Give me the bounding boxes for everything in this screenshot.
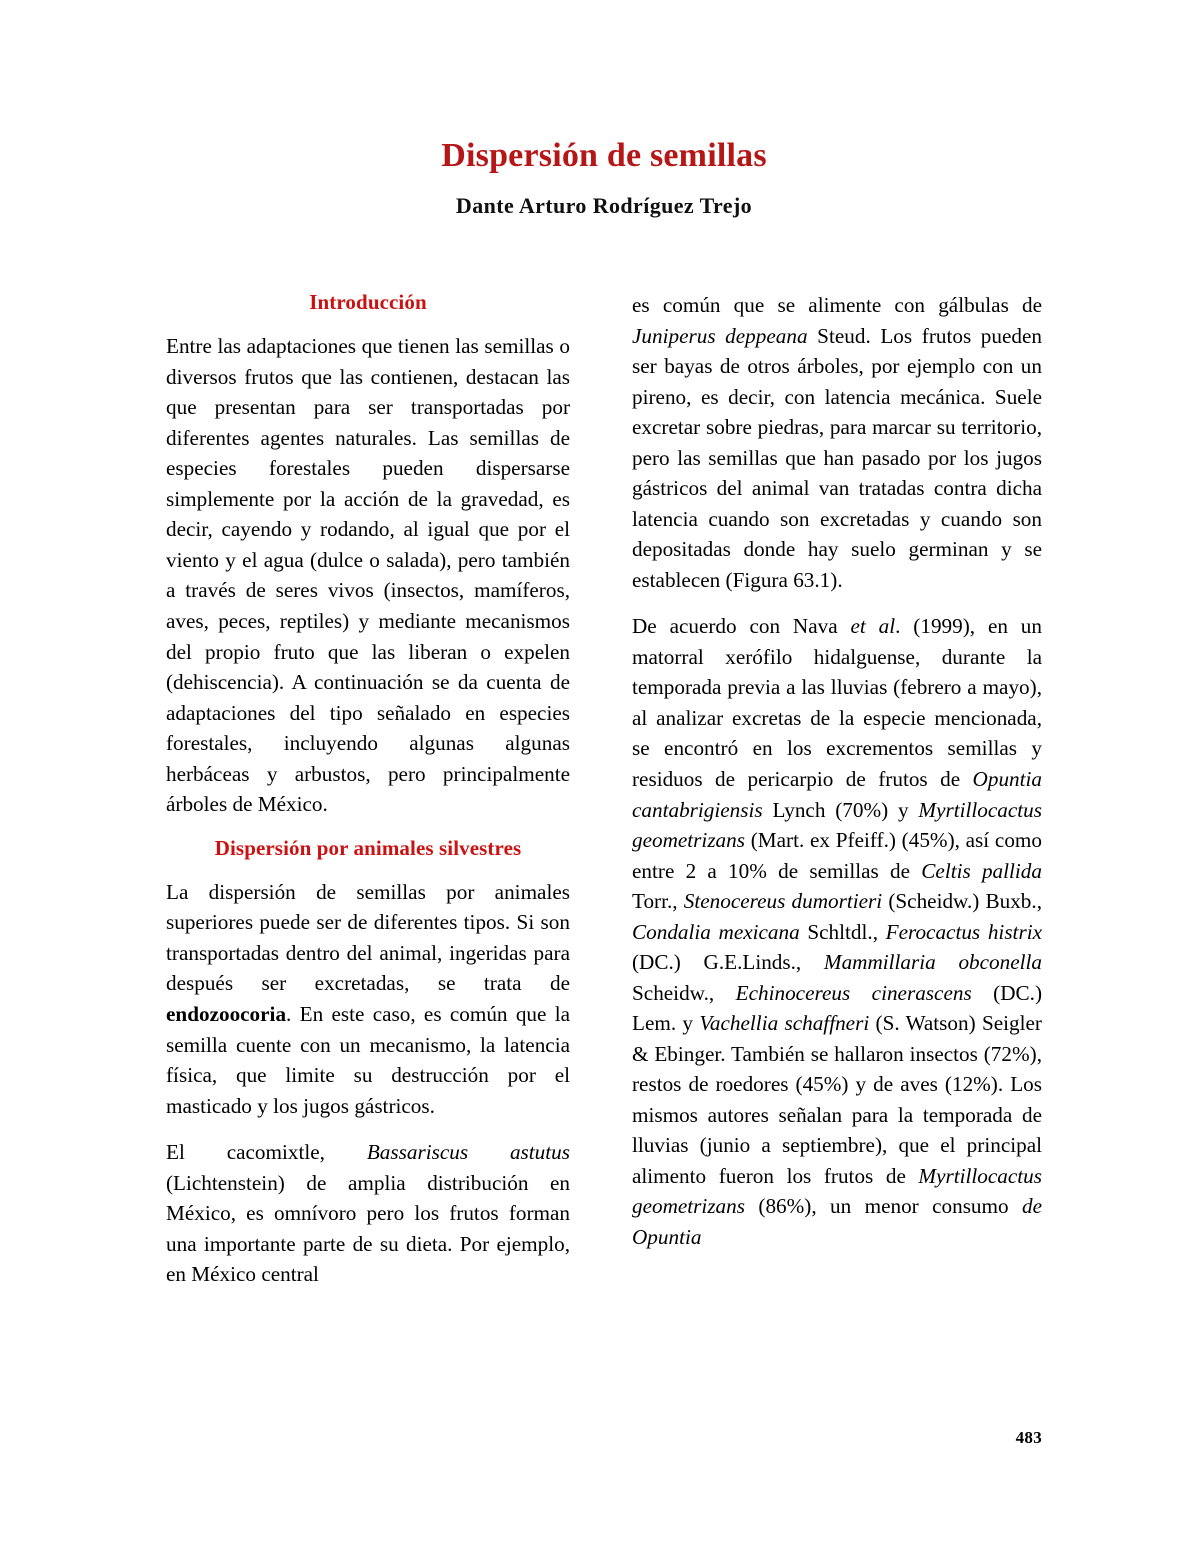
paragraph-text-part: (Mart. ex Pfeiff.) (45%), así como entre 2 a 10% de semillas de: [632, 828, 1042, 883]
paragraph-endozoocoria: [166, 877, 570, 1121]
species-name-ferocactus-histrix: Ferocactus histrix: [885, 919, 1042, 944]
species-name-mammillaria-obconella: Mammillaria obconella: [823, 950, 1042, 975]
species-name-myrtillocactus-geometrizans-2: Myrtillocactus geometrizans: [632, 1163, 1042, 1219]
paragraph-introduccion: [166, 331, 570, 820]
citation-et-al: et al: [850, 614, 896, 639]
paragraph-text-part: . En este caso, es común que la semilla cuente con un mecanismo, la latencia física, que limite su destrucción por el masticado y los jugos gástricos.: [166, 1002, 570, 1118]
paragraph-text-part: (86%), un menor consumo: [745, 1194, 1022, 1219]
species-name-stenocereus-dumortieri: Stenocereus dumortieri: [683, 889, 883, 914]
paragraph-text-part: (DC.) G.E.Linds.,: [632, 950, 824, 975]
title-block: [166, 136, 1042, 219]
paragraph-text-part: Schltdl.,: [799, 919, 886, 944]
paragraph-text-part: (S. Watson) Seigler & Ebinger. También se hallaron insectos (72%), restos de roedores (45%) y de aves (12%). Los mismos autores señalan para la temporada de lluvias (junio a septiembre), que el principal alimento fueron los frutos de: [632, 1011, 1042, 1188]
column-left: [166, 290, 570, 1410]
paragraph-text-part: El cacomixtle,: [166, 1140, 367, 1165]
paragraph-text-part: . (1999), en un matorral xerófilo hidalguense, durante la temporada previa a las lluvias (febrero a mayo), al analizar excretas de la especie mencionada, se encontró en los excrementos semillas y residuos de pericarpio de frutos de: [632, 614, 1042, 791]
paragraph-text-part: Lynch (70%) y: [762, 797, 919, 822]
paragraph-text-part: es común que se alimente con gálbulas de: [632, 293, 1042, 317]
species-name-juniperus-deppeana: Juniperus deppeana: [632, 323, 808, 348]
species-name-bassariscus-astutus: Bassariscus astutus: [366, 1140, 570, 1165]
paragraph-text-part: De acuerdo con Nava: [632, 614, 851, 639]
paragraph-text-part: Torr.,: [632, 889, 684, 914]
species-name-myrtillocactus-geometrizans: Myrtillocactus geometrizans: [632, 797, 1042, 853]
paragraph-text-part: (Lichtenstein) de amplia distribución en México, es omnívoro pero los frutos forman una importante parte de su dieta. Por ejemplo, en México central: [166, 1170, 570, 1287]
term-endozoocoria: endozoocoria: [166, 1002, 287, 1026]
column-right: [632, 290, 1042, 1410]
paragraph-text-part: La dispersión de semillas por animales superiores puede ser de diferentes tipos. Si son transportadas dentro del animal, ingeridas para después ser excretadas, se trata de: [166, 879, 570, 996]
paragraph-text: Entre las adaptaciones que tienen las semillas o diversos frutos que las contienen, destacan las que presentan para ser transportadas por diferentes agentes naturales. Las semillas de especies forestales pueden dispersarse simplemente por la acción de la gravedad, es decir, cayendo y rodando, al igual que por el viento y el agua (dulce o salada), pero también a través de seres vivos (insectos, mamíferos, aves, peces, reptiles) y mediante mecanismos del propio fruto que las liberan o expelen (dehiscencia). A continuación se da cuenta de adaptaciones del tipo señalado en especies forestales, incluyendo algunas algunas herbáceas y arbustos, pero principalmente árboles de México.: [166, 334, 570, 817]
species-name-opuntia: de Opuntia: [632, 1194, 1042, 1249]
paragraph-text-part: Scheidw.,: [632, 980, 736, 1005]
paragraph-juniperus: [632, 290, 1042, 595]
paragraph-cacomixtle: [166, 1137, 570, 1290]
section-heading-dispersion-animales: Dispersión por animales silvestres: [214, 835, 522, 860]
species-name-opuntia-cantabrigiensis: Opuntia cantabrigiensis: [632, 766, 1042, 822]
species-name-celtis-pallida: Celtis pallida: [921, 858, 1042, 883]
paragraph-text-part: Steud. Los frutos pueden ser bayas de otros árboles, por ejemplo con un pireno, es decir, con latencia mecánica. Suele excretar sobre piedras, para marcar su territorio, pero las semillas que han pasado por los jugos gástricos del animal van tratadas contra dicha latencia cuando son excretadas y cuando son depositadas donde hay suelo germinan y se establecen (Figura 63.1).: [632, 323, 1042, 592]
species-name-condalia-mexicana: Condalia mexicana: [632, 919, 800, 944]
author-name: Dante Arturo Rodríguez Trejo: [455, 193, 753, 219]
page-number: 483: [1015, 1428, 1042, 1447]
species-name-vachellia-schaffneri: Vachellia schaffneri: [699, 1011, 870, 1036]
paragraph-nava-et-al: [632, 611, 1042, 1252]
body-columns: [166, 290, 1042, 1410]
species-name-echinocereus-cinerascens: Echinocereus cinerascens: [735, 980, 972, 1005]
paragraph-text-part: (Scheidw.) Buxb.,: [882, 889, 1042, 914]
section-heading-introduccion: Introducción: [309, 290, 427, 314]
page-title: Dispersión de semillas: [441, 137, 767, 174]
paragraph-text-part: (DC.) Lem. y: [632, 980, 1043, 1036]
